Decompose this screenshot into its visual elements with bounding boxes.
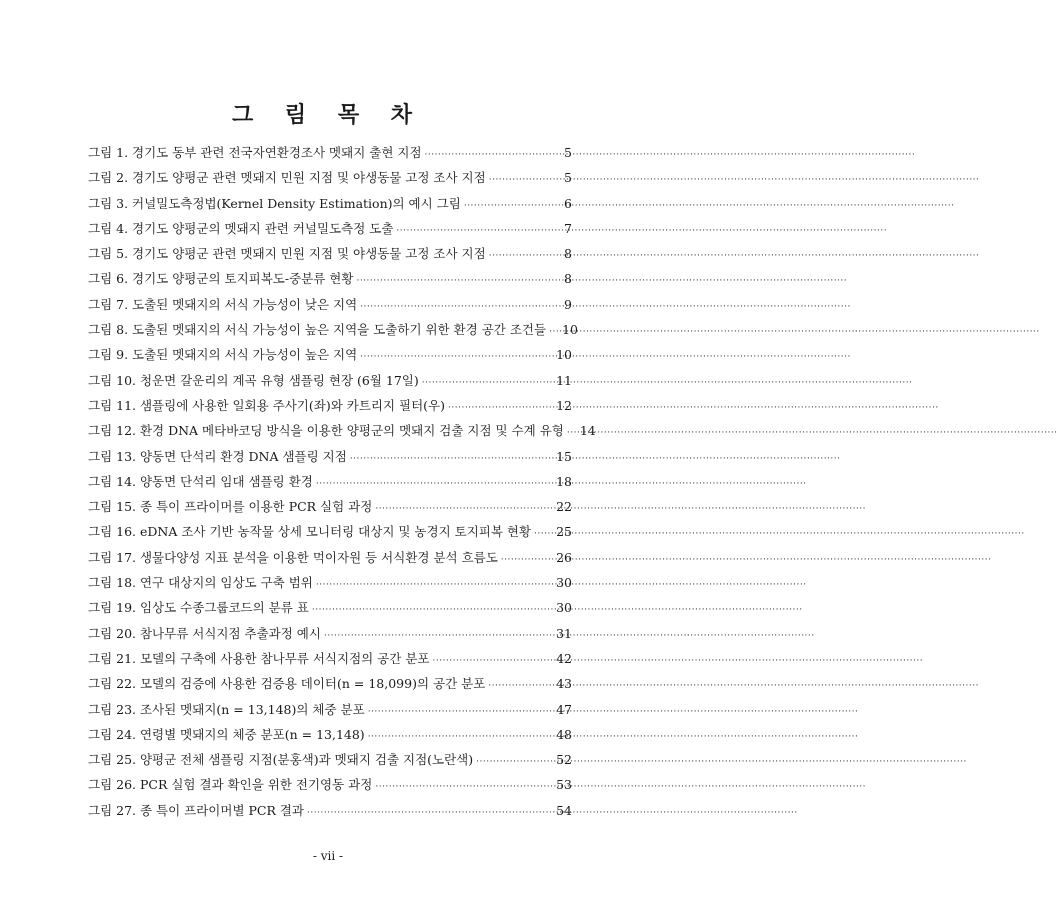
toc-entry-page: 5 <box>564 145 572 160</box>
toc-entry[interactable] <box>88 646 572 671</box>
toc-dot-leader <box>368 700 553 725</box>
toc-entry[interactable] <box>88 393 572 418</box>
toc-dot-leader <box>501 548 553 573</box>
toc-dot-leader <box>464 194 561 219</box>
toc-entry-page: 30 <box>556 600 572 616</box>
toc-entry[interactable] <box>88 621 572 646</box>
toc-entry[interactable] <box>88 266 572 291</box>
toc-entry-label: 그림 5. 경기도 양평군 관련 멧돼지 민원 지점 및 야생동물 고정 조사 지점 <box>88 246 486 262</box>
toc-entry[interactable] <box>88 469 572 494</box>
toc-entry-label: 그림 4. 경기도 양평군의 멧돼지 관련 커널밀도측정 도출 <box>88 220 394 236</box>
toc-entry[interactable] <box>88 140 572 165</box>
figure-list <box>88 140 596 823</box>
toc-entry-label: 그림 9. 도출된 멧돼지의 서식 가능성이 높은 지역 <box>88 347 358 363</box>
toc-entry[interactable] <box>88 747 572 772</box>
toc-entry-label: 그림 12. 환경 DNA 메타바코딩 방식을 이용한 양평군의 멧돼지 검출 지점 및 수계 유형 <box>88 423 564 439</box>
toc-entry-page: 15 <box>556 448 572 464</box>
toc-entry-label: 그림 7. 도출된 멧돼지의 서식 가능성이 낮은 지역 <box>88 296 358 312</box>
toc-entry[interactable] <box>88 570 572 595</box>
toc-entry[interactable] <box>88 342 572 367</box>
toc-entry[interactable] <box>88 772 572 797</box>
toc-entry-label: 그림 10. 청운면 갈운리의 계곡 유형 샘플링 현장 (6월 17일) <box>88 372 419 388</box>
toc-entry-page: 9 <box>564 296 572 312</box>
toc-entry-page: 8 <box>564 246 572 262</box>
toc-entry[interactable] <box>88 697 572 722</box>
toc-entry-page: 10 <box>556 347 572 363</box>
toc-entry[interactable] <box>88 519 572 544</box>
toc-entry[interactable] <box>88 798 572 823</box>
toc-entry-label: 그림 22. 모델의 검증에 사용한 검증용 데이터(n = 18,099)의 공간 분포 <box>88 676 486 692</box>
toc-entry-label: 그림 17. 생물다양성 지표 분석을 이용한 먹이자원 등 서식환경 분석 흐름도 <box>88 549 498 565</box>
toc-entry-page: 6 <box>564 195 572 211</box>
toc-entry-page: 25 <box>556 524 572 540</box>
toc-dot-leader <box>350 447 553 472</box>
toc-entry-page: 43 <box>556 676 572 692</box>
toc-entry-label: 그림 20. 참나무류 서식지점 추출과정 예시 <box>88 625 321 641</box>
toc-entry[interactable] <box>88 722 572 747</box>
toc-dot-leader <box>488 674 553 699</box>
toc-entry-label: 그림 23. 조사된 멧돼지(n = 13,148)의 체중 분포 <box>88 701 365 717</box>
toc-entry-label: 그림 3. 커널밀도측정법(Kernel Density Estimation)의 예시 그림 <box>88 195 461 211</box>
toc-dot-leader <box>375 775 553 800</box>
toc-entry[interactable] <box>88 317 578 342</box>
toc-entry-label: 그림 13. 양동면 단석리 환경 DNA 샘플링 지점 <box>88 448 347 464</box>
toc-entry-page: 54 <box>556 802 572 818</box>
toc-entry-label: 그림 26. PCR 실험 결과 확인을 위한 전기영동 과정 <box>88 777 373 793</box>
toc-entry-page: 14 <box>579 423 596 439</box>
toc-entry-label: 그림 21. 모델의 구축에 사용한 참나무류 서식지점의 공간 분포 <box>88 650 430 666</box>
toc-entry-page: 42 <box>556 650 572 666</box>
toc-entry-label: 그림 1. 경기도 동부 관련 전국자연환경조사 멧돼지 출현 지점 <box>88 145 422 160</box>
toc-dot-leader <box>307 801 553 826</box>
toc-entry[interactable] <box>88 595 572 620</box>
toc-entry[interactable] <box>88 292 572 317</box>
toc-entry[interactable] <box>88 418 596 443</box>
toc-entry-page: 31 <box>556 625 572 641</box>
toc-dot-leader <box>534 522 553 547</box>
toc-entry-label: 그림 18. 연구 대상지의 임상도 구축 범위 <box>88 575 313 591</box>
toc-entry-page: 53 <box>556 777 572 793</box>
toc-entry[interactable] <box>88 216 572 241</box>
toc-entry-page: 22 <box>556 499 572 515</box>
toc-entry-label: 그림 14. 양동면 단석리 임대 샘플링 환경 <box>88 473 313 489</box>
toc-entry-page: 52 <box>556 752 572 768</box>
toc-entry-page: 47 <box>556 701 572 717</box>
toc-entry-page: 18 <box>556 473 572 489</box>
toc-entry[interactable] <box>88 191 572 216</box>
toc-entry-page: 12 <box>556 397 572 413</box>
toc-entry-page: 10 <box>562 322 578 338</box>
toc-entry-label: 그림 6. 경기도 양평군의 토지피복도-중분류 현황 <box>88 271 354 287</box>
toc-entry-page: 11 <box>556 372 572 388</box>
toc-entry-label: 그림 11. 샘플링에 사용한 일회용 주사기(좌)와 카트리지 필터(우) <box>88 397 446 413</box>
toc-entry-label: 그림 25. 양평군 전체 샘플링 지점(분홍색)과 멧돼지 검출 지점(노란색) <box>88 752 474 768</box>
toc-dot-leader <box>476 750 553 775</box>
toc-entry-label: 그림 8. 도출된 멧돼지의 서식 가능성이 높은 지역을 도출하기 위한 환경 공간 조건들 <box>88 322 547 338</box>
toc-dot-leader <box>316 573 553 598</box>
page-number-footer: - vii - <box>312 849 344 863</box>
toc-entry-label: 그림 2. 경기도 양평군 관련 멧돼지 민원 지점 및 야생동물 고정 조사 지점 <box>88 170 486 186</box>
toc-entry-page: 48 <box>556 726 572 742</box>
toc-entry-label: 그림 16. eDNA 조사 기반 농작물 상세 모니터링 대상지 및 농경지 토지피복 현황 <box>88 524 532 540</box>
toc-entry-page: 30 <box>556 575 572 591</box>
toc-entry[interactable] <box>88 165 572 190</box>
toc-entry-label: 그림 15. 종 특이 프라이머를 이용한 PCR 실험 과정 <box>88 499 373 515</box>
toc-entry-page: 8 <box>564 271 572 287</box>
toc-entry-label: 그림 24. 연령별 멧돼지의 체중 분포(n = 13,148) <box>88 726 365 742</box>
toc-dot-leader <box>489 244 561 269</box>
toc-entry[interactable] <box>88 444 572 469</box>
toc-entry[interactable] <box>88 368 572 393</box>
toc-dot-leader <box>312 598 553 623</box>
toc-entry-label: 그림 27. 종 특이 프라이머별 PCR 결과 <box>88 802 305 818</box>
toc-entry[interactable] <box>88 545 572 570</box>
toc-entry[interactable] <box>88 671 572 696</box>
toc-dot-leader <box>356 269 561 294</box>
toc-entry[interactable] <box>88 241 572 266</box>
toc-entry-page: 26 <box>556 549 572 565</box>
toc-dot-leader <box>489 168 561 193</box>
toc-entry[interactable] <box>88 494 572 519</box>
toc-entry-page: 5 <box>564 170 572 186</box>
toc-entry-label: 그림 19. 임상도 수종그룹코드의 분류 표 <box>88 600 309 616</box>
toc-entry-page: 7 <box>564 220 572 236</box>
page-title: 그 림 목 차 <box>232 101 424 128</box>
